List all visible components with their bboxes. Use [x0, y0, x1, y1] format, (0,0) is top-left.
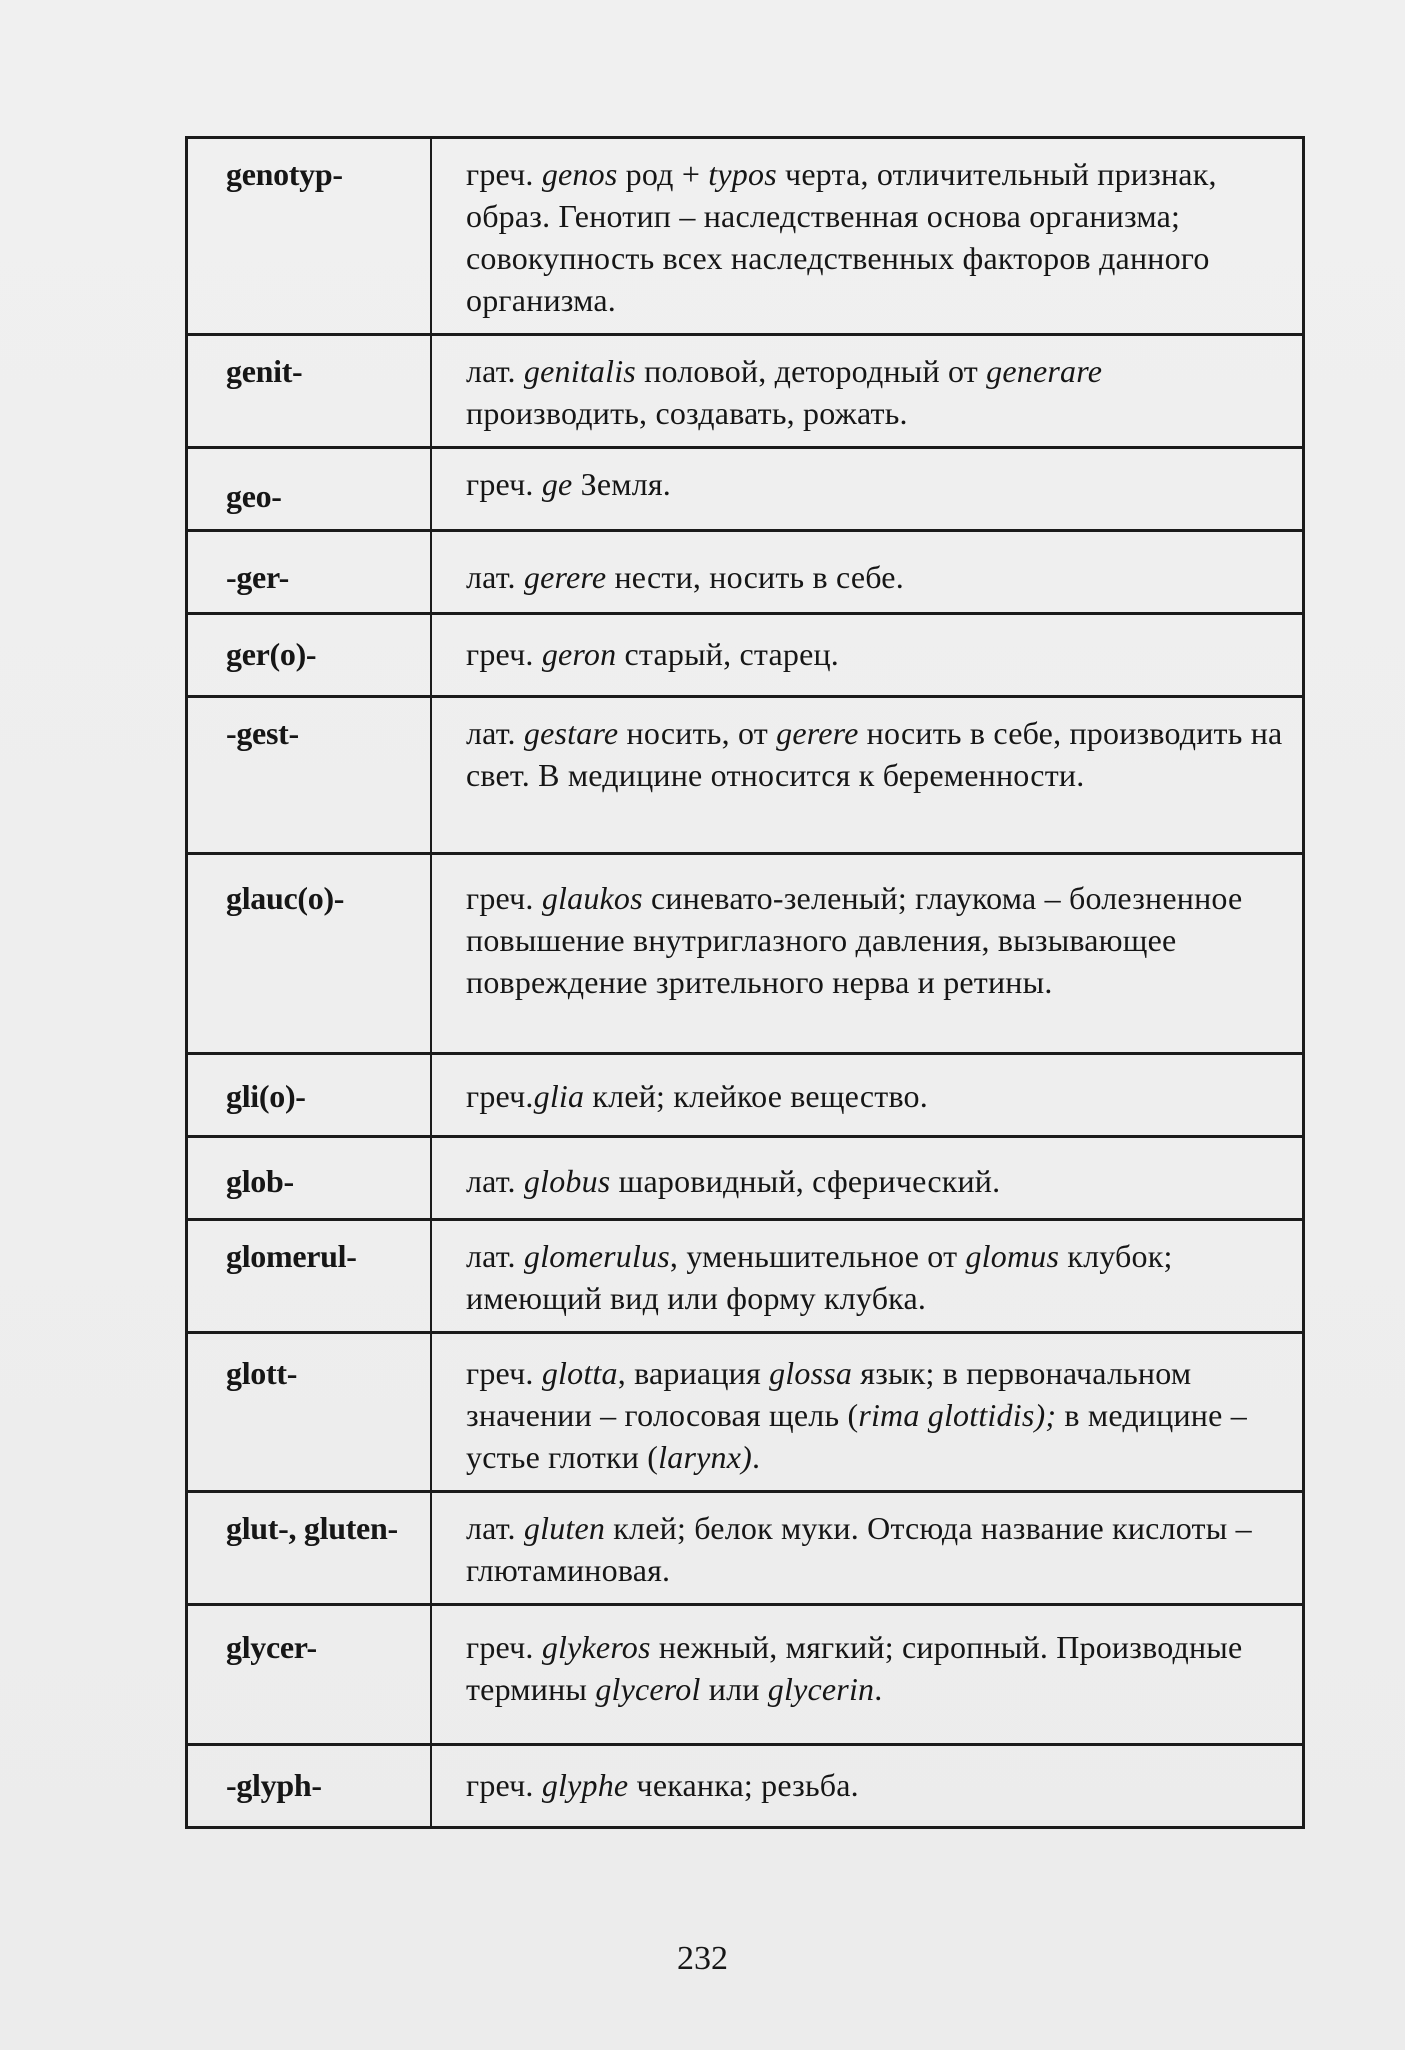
table-row	[187, 448, 1304, 531]
definition-text: греч.	[466, 880, 542, 916]
definition-cell	[431, 1333, 1304, 1492]
definition-text: носить, от	[618, 715, 777, 751]
definition-text: лат.	[466, 1163, 524, 1199]
definition-text: греч.	[466, 1767, 542, 1803]
definition-cell	[431, 1605, 1304, 1745]
term-cell: glob-	[187, 1137, 432, 1220]
foreign-word: glaukos	[541, 880, 643, 916]
table-row	[187, 614, 1304, 697]
definition-text: род +	[617, 156, 709, 192]
definition-text: греч.	[466, 1355, 542, 1391]
table-row	[187, 697, 1304, 854]
glossary-table	[185, 136, 1305, 1829]
foreign-word: larynx)	[658, 1439, 752, 1475]
glossary-body	[187, 138, 1304, 1828]
definition-text: .	[751, 1439, 761, 1475]
definition-text: лат.	[466, 1510, 524, 1546]
foreign-word: gluten	[523, 1510, 606, 1546]
table-row	[187, 531, 1304, 614]
definition-cell	[431, 448, 1304, 531]
foreign-word: genitalis	[523, 353, 636, 389]
page-number: 232	[677, 1940, 728, 1977]
definition-text: лат.	[466, 559, 524, 595]
term-cell: genotyp-	[187, 138, 432, 335]
term-cell: -gest-	[187, 697, 432, 854]
term-cell: gli(o)-	[187, 1054, 432, 1137]
definition-text: язык; в первоначальном значении – голосовая щель (	[466, 1355, 1192, 1433]
term-cell: glut-, gluten-	[187, 1492, 432, 1605]
table-row	[187, 1745, 1304, 1828]
definition-text: синевато-зеленый; глаукома – болезненное повышение внутриглазного давления, вызывающее повреждение зрительного нерва и ретины.	[466, 880, 1243, 1000]
definition-text: чеканка; резьба.	[628, 1767, 859, 1803]
foreign-word: glotta	[541, 1355, 618, 1391]
term-cell: geo-	[187, 448, 432, 531]
foreign-word: gerere	[523, 559, 607, 595]
definition-text: клубок; имеющий вид или форму клубка.	[466, 1238, 1173, 1316]
term-cell: glauc(o)-	[187, 854, 432, 1054]
foreign-word: geron	[541, 636, 617, 672]
foreign-word: typos	[708, 156, 777, 192]
term-cell: -ger-	[187, 531, 432, 614]
definition-cell	[431, 138, 1304, 335]
foreign-word: rima glottidis);	[858, 1397, 1057, 1433]
term-cell: glott-	[187, 1333, 432, 1492]
table-row	[187, 1054, 1304, 1137]
table-row	[187, 138, 1304, 335]
foreign-word: gestare	[523, 715, 619, 751]
definition-cell	[431, 1054, 1304, 1137]
definition-text: шаровидный, сферический.	[610, 1163, 1001, 1199]
definition-cell	[431, 1137, 1304, 1220]
definition-text: старый, старец.	[616, 636, 840, 672]
foreign-word: glossa	[769, 1355, 853, 1391]
definition-cell	[431, 1220, 1304, 1333]
definition-text: греч.	[466, 1629, 542, 1665]
table-row	[187, 854, 1304, 1054]
definition-text: , вариация	[617, 1355, 770, 1391]
definition-text: нежный, мягкий; сиропный. Производные термины	[466, 1629, 1243, 1707]
definition-text: черта, отличительный признак, образ. Генотип – наследственная основа организма; совокупность всех наследственных факторов данного организма.	[466, 156, 1217, 318]
definition-text: производить, создавать, рожать.	[466, 395, 908, 431]
foreign-word: globus	[523, 1163, 611, 1199]
definition-cell	[431, 531, 1304, 614]
definition-text: лат.	[466, 1238, 524, 1274]
foreign-word: glia	[533, 1078, 585, 1114]
definition-cell	[431, 854, 1304, 1054]
definition-text: Земля.	[572, 466, 672, 502]
definition-text: , уменьшительное от	[669, 1238, 966, 1274]
definition-text: нести, носить в себе.	[606, 559, 904, 595]
definition-text: носить в себе, производить на свет. В медицине относится к беременности.	[466, 715, 1283, 793]
foreign-word: ge	[541, 466, 573, 502]
term-cell: ger(o)-	[187, 614, 432, 697]
definition-text: .	[874, 1671, 883, 1707]
definition-text: лат.	[466, 353, 524, 389]
definition-text: лат.	[466, 715, 524, 751]
definition-cell	[431, 614, 1304, 697]
foreign-word: glycerin	[767, 1671, 875, 1707]
definition-text: греч.	[466, 466, 542, 502]
table-row	[187, 1220, 1304, 1333]
definition-cell	[431, 697, 1304, 854]
definition-text: клей; клейкое вещество.	[584, 1078, 928, 1114]
definition-cell	[431, 1745, 1304, 1828]
term-cell: glomerul-	[187, 1220, 432, 1333]
table-row	[187, 1605, 1304, 1745]
table-row	[187, 1333, 1304, 1492]
definition-text: греч.	[466, 1078, 534, 1114]
term-cell: genit-	[187, 335, 432, 448]
term-cell: glycer-	[187, 1605, 432, 1745]
foreign-word: generare	[986, 353, 1103, 389]
foreign-word: genos	[541, 156, 618, 192]
foreign-word: glomus	[965, 1238, 1060, 1274]
table-row	[187, 1137, 1304, 1220]
definition-text: греч.	[466, 156, 542, 192]
table-row	[187, 1492, 1304, 1605]
foreign-word: glykeros	[541, 1629, 651, 1665]
definition-text: половой, детородный от	[635, 353, 987, 389]
foreign-word: glyphe	[541, 1767, 629, 1803]
definition-cell	[431, 1492, 1304, 1605]
definition-cell	[431, 335, 1304, 448]
definition-text: греч.	[466, 636, 542, 672]
table-row	[187, 335, 1304, 448]
foreign-word: glycerol	[595, 1671, 701, 1707]
definition-text: клей; белок муки. Отсюда название кислоты – глютаминовая.	[466, 1510, 1252, 1588]
term-cell: -glyph-	[187, 1745, 432, 1828]
definition-text: или	[700, 1671, 768, 1707]
foreign-word: gerere	[776, 715, 859, 751]
foreign-word: glomerulus	[523, 1238, 670, 1274]
definition-text: в медицине – устье глотки (	[466, 1397, 1247, 1475]
